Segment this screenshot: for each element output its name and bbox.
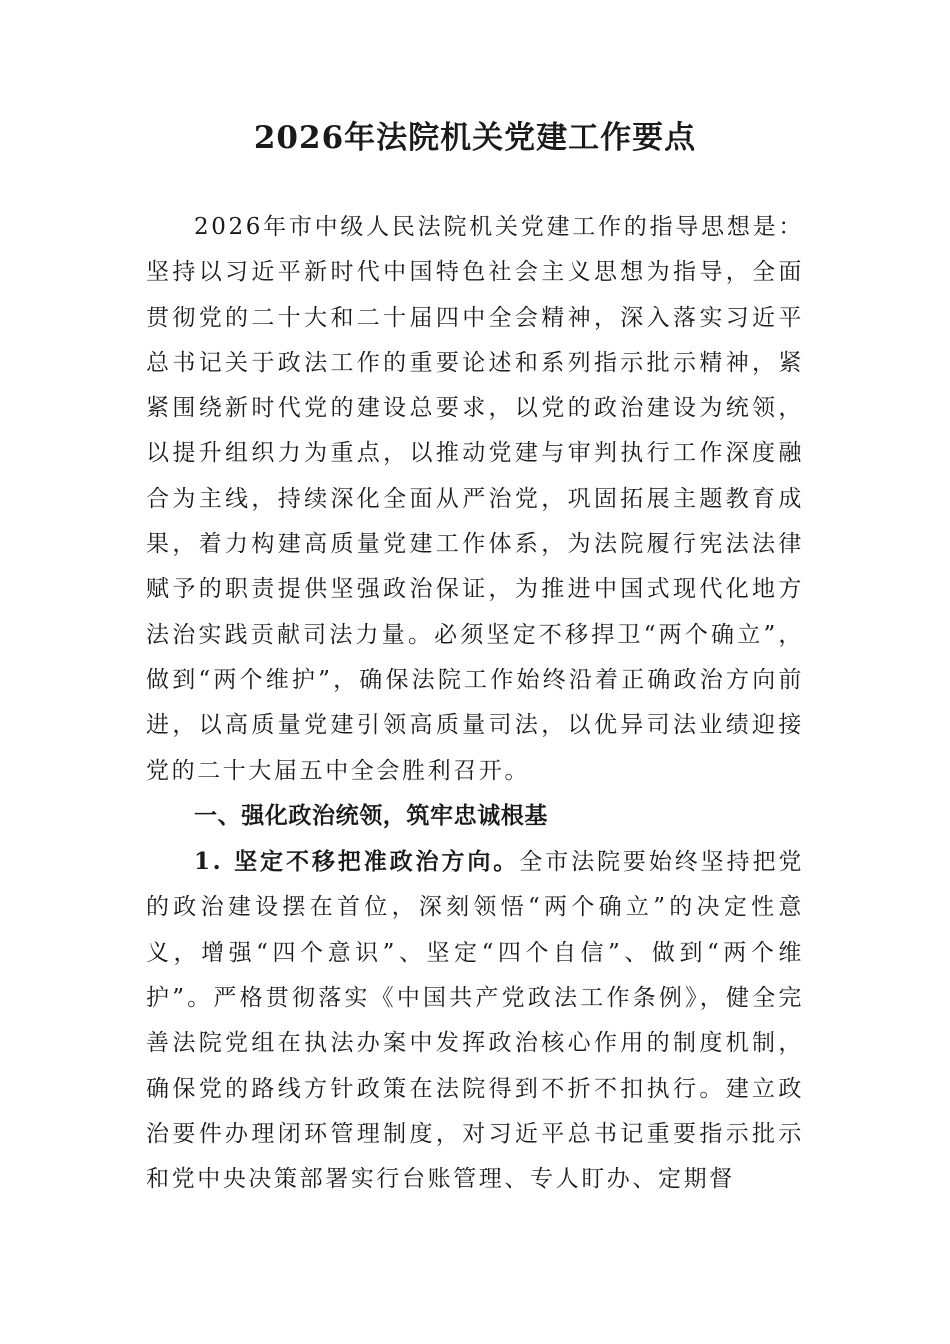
document-title: 2026年法院机关党建工作要点 — [253, 120, 697, 156]
intro-paragraph: 2026年市中级人民法院机关党建工作的指导思想是：坚持以习近平新时代中国特色社会主义思想为指导，全面贯彻党的二十大和二十届四中全会精神，深入落实习近平总书记关于政法工作的重要论述和系列指示批示精神，紧紧围绕新时代党的建设总要求，以党的政治建设为统领，以提升组织力为重点，以推动党建与审判执行工作深度融合为主线，持续深化全面从严治党，巩固拓展主题教育成果，着力构建高质量党建工作体系，为法院履行宪法法律赋予的职责提供坚强政治保证，为推进中国式现代化地方法治实践贡献司法力量。必须坚定不移捍卫“两个确立”，做到“两个维护”，确保法院工作始终沿着正确政治方向前进，以高质量党建引领高质量司法，以优异司法业绩迎接党的二十大届五中全会胜利召开。 — [146, 214, 804, 784]
section-item-paragraph — [146, 839, 804, 1202]
section-heading: 一、强化政治统领，筑牢忠诚根基 — [194, 802, 548, 829]
item-lead-text: 1. 坚定不移把准政治方向。 — [194, 848, 520, 876]
document-body — [146, 205, 804, 1203]
item-body-text: 全市法院要始终坚持把党的政治建设摆在首位，深刻领悟“两个确立”的决定性意义，增强“四个意识”、坚定“四个自信”、做到“两个维护”。严格贯彻落实《中国共产党政法工作条例》，健全完善法院党组在执法办案中发挥政治核心作用的制度机制，确保党的路线方针政策在法院得到不折不扣执行。建立政治要件办理闭环管理制度，对习近平总书记重要指示批示和党中央决策部署实行台账管理、专人盯办、定期督 — [146, 849, 805, 1193]
